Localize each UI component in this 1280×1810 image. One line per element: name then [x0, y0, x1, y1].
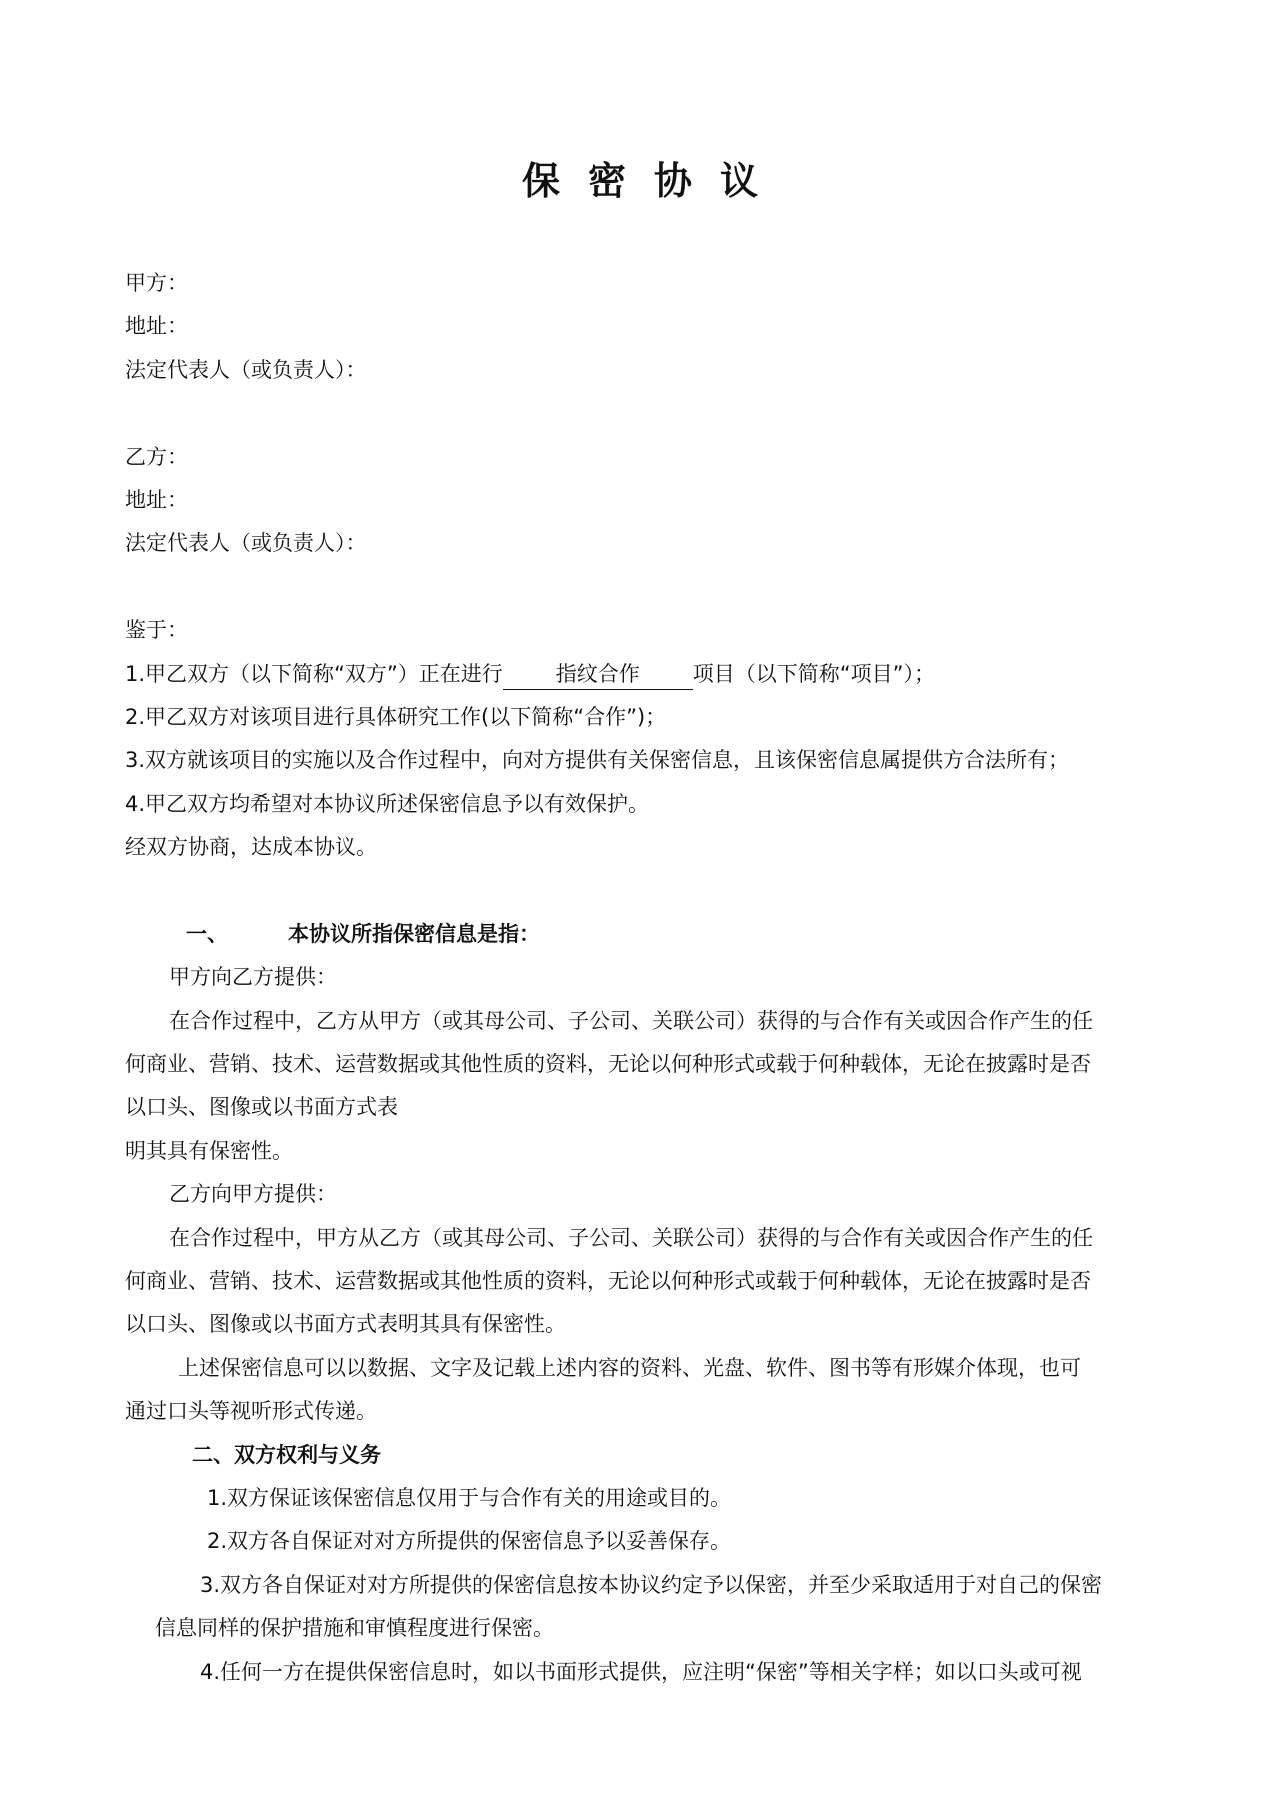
paragraph-line: 明其具有保密性。: [125, 1138, 293, 1163]
obligation-item-3-cont: 信息同样的保护措施和审慎程度进行保密。: [155, 1616, 554, 1641]
party-b-rep: 法定代表人（或负责人）：: [125, 531, 367, 556]
obligation-item-2: 2.双方各自保证对对方所提供的保密信息予以妥善保存。: [207, 1529, 732, 1554]
title-char: 保: [521, 159, 560, 203]
obligation-item-3: 3.双方各自保证对对方所提供的保密信息按本协议约定予以保密，并至少采取适用于对自己的保密: [200, 1572, 1103, 1597]
whereas-item-1-suffix: 项目（以下简称“项目”）；: [692, 661, 936, 686]
title-char: 协: [654, 159, 693, 203]
whereas-item-1: [125, 653, 1175, 696]
whereas-item-3: 3.双方就该项目的实施以及合作过程中，向对方提供有关保密信息，且该保密信息属提供方合法所有；: [125, 748, 1070, 773]
section-title: 本协议所指保密信息是指：: [288, 921, 540, 946]
paragraph-line: 何商业、营销、技术、运营数据或其他性质的资料，无论以何种形式或载于何种载体，无论在披露时是否: [125, 1268, 1091, 1293]
party-a-address: 地址：: [125, 314, 188, 339]
whereas-item-2: 2.甲乙双方对该项目进行具体研究工作(以下简称“合作”)；: [125, 704, 667, 729]
project-name-field[interactable]: 指纹合作: [503, 659, 693, 690]
section-2-heading: 二、双方权利与义务: [192, 1442, 381, 1467]
whereas-heading: 鉴于：: [125, 618, 188, 643]
paragraph-line: 以口头、图像或以书面方式表明其具有保密性。: [125, 1312, 566, 1337]
party-a-name: 甲方：: [125, 271, 188, 295]
obligation-item-4: 4.任何一方在提供保密信息时，如以书面形式提供，应注明“保密”等相关字样；如以口头或可视: [200, 1659, 1082, 1684]
party-a-rep: 法定代表人（或负责人）：: [125, 357, 367, 382]
document-title: [0, 150, 1280, 205]
whereas-conclusion: 经双方协商，达成本协议。: [125, 835, 377, 860]
paragraph-line: 在合作过程中，甲方从乙方（或其母公司、子公司、关联公司）获得的与合作有关或因合作产生的任: [169, 1225, 1093, 1250]
section-1-heading: [125, 913, 1175, 956]
b-to-a-label: 乙方向甲方提供：: [169, 1182, 337, 1207]
title-char: 密: [587, 159, 626, 203]
party-b-address: 地址：: [125, 487, 188, 512]
title-char: 议: [720, 159, 759, 203]
document-body: [125, 262, 1175, 1694]
paragraph-line: 上述保密信息可以以数据、文字及记载上述内容的资料、光盘、软件、图书等有形媒介体现，也可: [178, 1355, 1081, 1380]
paragraph-line: 通过口头等视听形式传递。: [125, 1399, 377, 1424]
paragraph-line: 何商业、营销、技术、运营数据或其他性质的资料，无论以何种形式或载于何种载体，无论在披露时是否: [125, 1052, 1091, 1077]
obligation-item-1: 1.双方保证该保密信息仅用于与合作有关的用途或目的。: [207, 1485, 732, 1510]
whereas-item-1-prefix: 1.甲乙双方（以下简称“双方”）正在进行: [125, 661, 503, 686]
whereas-item-4: 4.甲乙双方均希望对本协议所述保密信息予以有效保护。: [125, 791, 650, 816]
party-b-name: 乙方：: [125, 444, 188, 469]
paragraph-line: 在合作过程中，乙方从甲方（或其母公司、子公司、关联公司）获得的与合作有关或因合作产生的任: [169, 1008, 1093, 1033]
paragraph-line: 以口头、图像或以书面方式表: [125, 1095, 398, 1120]
section-number: 一、: [186, 921, 228, 946]
a-to-b-label: 甲方向乙方提供：: [169, 965, 337, 990]
